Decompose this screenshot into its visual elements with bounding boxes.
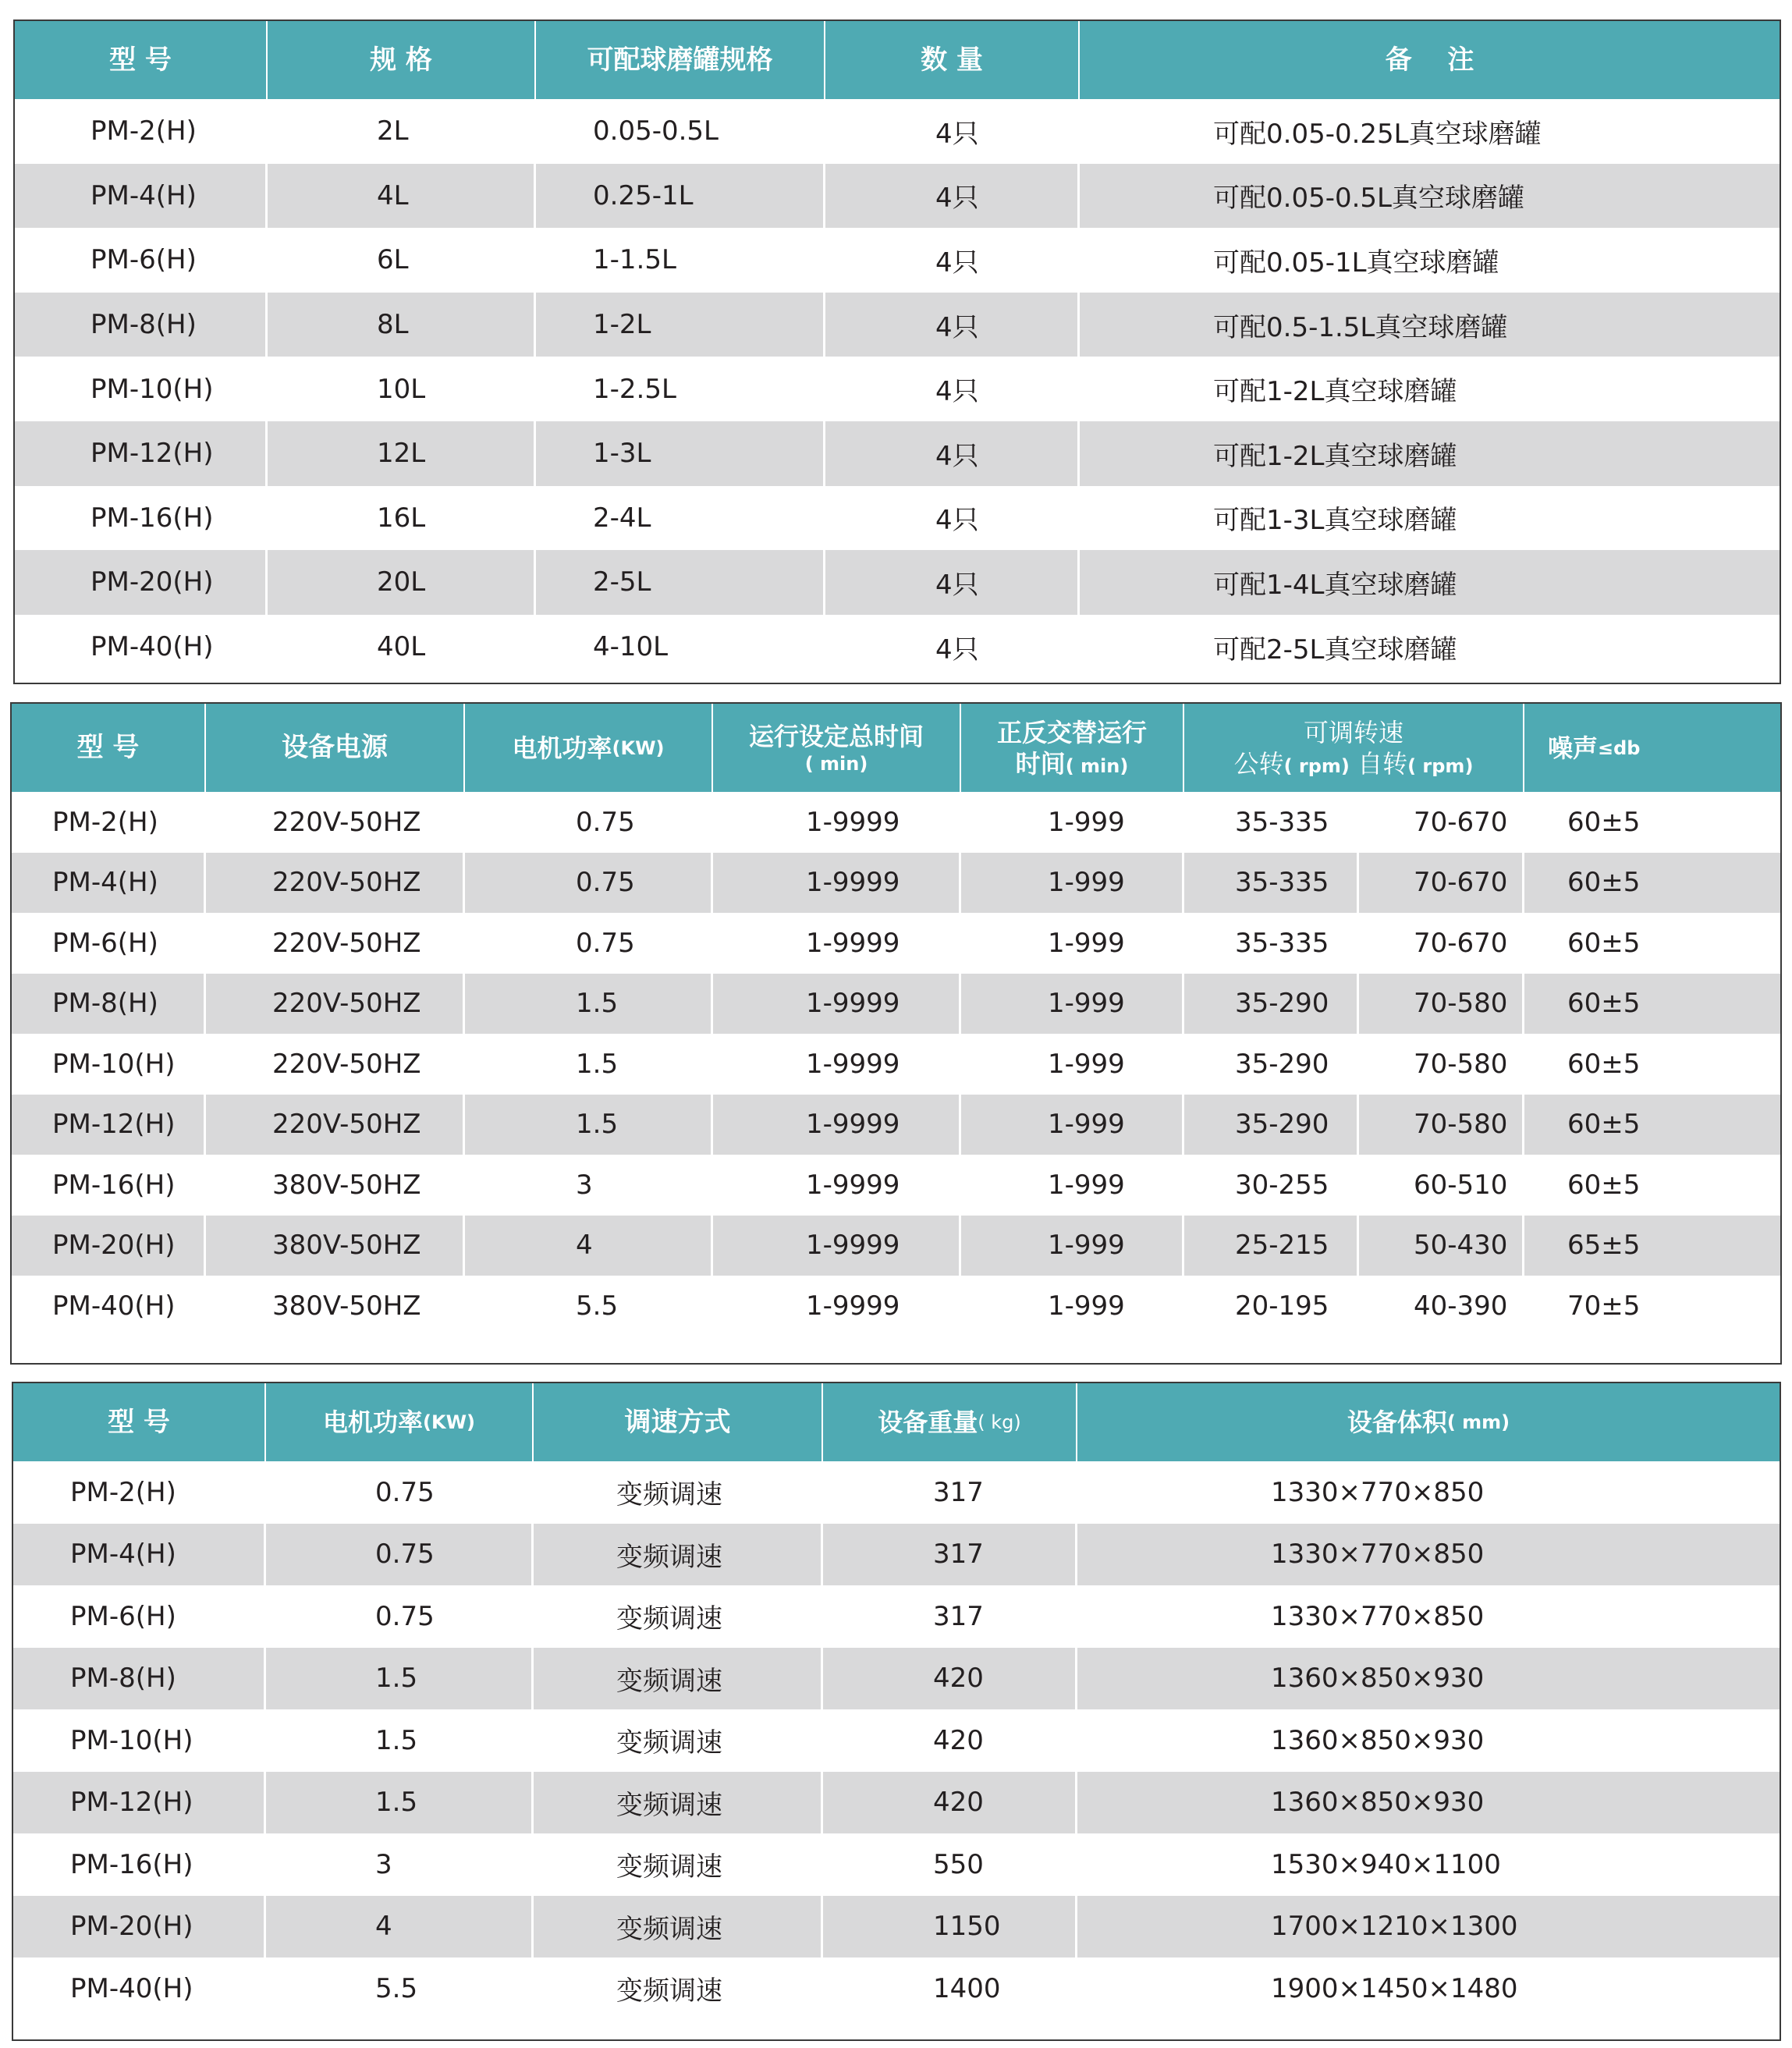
cell-volume: 1360×850×930 [1271, 1724, 1485, 1756]
cell-model: PM-6(H) [70, 1600, 176, 1632]
cell-motor-power: 1.5 [465, 1095, 713, 1155]
cell-rotation: 70-580 [1414, 1048, 1508, 1080]
table-header [12, 704, 1780, 792]
cell-noise: 60±5 [1567, 1048, 1641, 1080]
cell-speed-mode: 变频调速 [616, 1727, 722, 1759]
header-total-time: 运行设定总时间 ( min) [713, 704, 961, 792]
cell-alt-time: 1-999 [1048, 1290, 1125, 1322]
cell-quantity: 4只 [825, 550, 1080, 615]
cell-model: PM-12(H) [13, 1772, 266, 1834]
cell-model: PM-16(H) [52, 1169, 176, 1201]
header-volume: 设备体积 ( mm) [1347, 1407, 1510, 1437]
cell-volume: 1530×940×1100 [1271, 1848, 1501, 1880]
cell-jar-size: 2-4L [593, 502, 651, 534]
cell-speed-mode: 变频调速 [534, 1648, 823, 1710]
cell-size: 10L [377, 373, 426, 405]
cell-power-supply: 220V-50HZ [206, 1095, 465, 1155]
cell-rotation: 60-510 [1414, 1169, 1508, 1201]
cell-remarks: 可配2-5L真空球磨罐 [1213, 634, 1457, 666]
table-row [15, 357, 1780, 421]
cell-model: PM-8(H) [12, 974, 206, 1035]
table-row [12, 1276, 1780, 1336]
cell-alt-time: 1-999 [1048, 927, 1125, 959]
cell-quantity: 4只 [935, 634, 979, 666]
cell-speed-mode: 变频调速 [616, 1851, 722, 1883]
cell-remarks: 可配1-3L真空球磨罐 [1213, 505, 1457, 537]
table-header [15, 21, 1780, 99]
cell-motor-power: 1.5 [266, 1772, 534, 1834]
header-speed-mode: 调速方式 [534, 1383, 823, 1461]
cell-remarks: 可配0.05-0.25L真空球磨罐 [1213, 118, 1542, 150]
table-row [15, 228, 1780, 293]
cell-weight: 420 [933, 1724, 984, 1756]
table-row [13, 1772, 1780, 1834]
cell-speed-mode: 变频调速 [616, 1603, 722, 1635]
cell-jar-size: 1-2.5L [593, 373, 676, 405]
cell-remarks: 可配1-2L真空球磨罐 [1213, 440, 1457, 472]
table-row [13, 1524, 1780, 1586]
cell-model: PM-40(H) [90, 631, 214, 663]
cell-volume: 1360×850×930 [1271, 1663, 1485, 1695]
cell-rotation: 40-390 [1414, 1290, 1508, 1322]
table-row [13, 1461, 1780, 1524]
cell-volume: 1700×1210×1300 [1271, 1911, 1518, 1943]
header-model: 型 号 [13, 1383, 266, 1461]
cell-noise: 65±5 [1567, 1230, 1641, 1262]
cell-volume: 1330×770×850 [1271, 1600, 1485, 1632]
cell-speed-mode: 变频调速 [534, 1772, 823, 1834]
cell-weight: 420 [823, 1648, 1077, 1710]
cell-volume: 1330×770×850 [1271, 1476, 1485, 1508]
cell-model: PM-2(H) [52, 806, 158, 838]
cell-speed-mode: 变频调速 [534, 1524, 823, 1586]
cell-size: 16L [377, 502, 426, 534]
cell-remarks: 可配0.05-0.5L真空球磨罐 [1213, 183, 1524, 215]
cell-speed-mode: 变频调速 [616, 1975, 722, 2007]
cell-total-time: 1-9999 [806, 1048, 900, 1080]
cell-revolution: 35-290 [1235, 1048, 1329, 1080]
cell-total-time: 1-9999 [713, 1216, 961, 1276]
cell-rotation: 70-580 [1359, 974, 1524, 1035]
cell-volume: 1900×1450×1480 [1271, 1972, 1518, 2004]
cell-model: PM-6(H) [90, 244, 197, 276]
cell-model: PM-4(H) [15, 164, 268, 229]
header-size: 规 格 [268, 21, 536, 99]
table-row [12, 792, 1780, 853]
cell-remarks: 可配1-4L真空球磨罐 [1213, 569, 1457, 601]
cell-model: PM-12(H) [12, 1095, 206, 1155]
cell-motor-power: 0.75 [375, 1476, 435, 1508]
table-row [13, 1648, 1780, 1710]
cell-quantity: 4只 [825, 293, 1080, 357]
cell-quantity: 4只 [935, 247, 979, 279]
cell-alt-time: 1-999 [961, 853, 1184, 914]
cell-alt-time: 1-999 [961, 974, 1184, 1035]
cell-alt-time: 1-999 [1048, 1169, 1125, 1201]
cell-power-supply: 220V-50HZ [272, 1048, 421, 1080]
cell-weight: 420 [823, 1772, 1077, 1834]
cell-volume: 1330×770×850 [1271, 1539, 1485, 1571]
cell-revolution: 20-195 [1235, 1290, 1329, 1322]
cell-power-supply: 220V-50HZ [206, 853, 465, 914]
table-row [12, 1216, 1780, 1276]
cell-model: PM-6(H) [52, 927, 158, 959]
cell-size: 12L [268, 421, 536, 486]
cell-power-supply: 380V-50HZ [272, 1290, 421, 1322]
spec-table-operation [10, 702, 1782, 1365]
cell-size: 20L [268, 550, 536, 615]
cell-power-supply: 380V-50HZ [272, 1169, 421, 1201]
cell-motor-power: 1.5 [266, 1648, 534, 1710]
cell-revolution: 35-290 [1184, 1095, 1359, 1155]
cell-rotation: 70-670 [1359, 853, 1524, 914]
cell-model: PM-16(H) [70, 1848, 193, 1880]
cell-rotation: 70-580 [1359, 1095, 1524, 1155]
cell-power-supply: 220V-50HZ [272, 806, 421, 838]
cell-weight: 1400 [933, 1972, 1001, 2004]
header-motor-power: 电机功率 (KW) [465, 704, 713, 792]
cell-quantity: 4只 [935, 118, 979, 150]
cell-model: PM-40(H) [52, 1290, 176, 1322]
table-row [13, 1585, 1780, 1648]
header-jar-size: 可配球磨罐规格 [536, 21, 825, 99]
cell-total-time: 1-9999 [806, 806, 900, 838]
cell-motor-power: 0.75 [375, 1600, 435, 1632]
cell-model: PM-4(H) [13, 1524, 266, 1586]
cell-model: PM-2(H) [70, 1476, 176, 1508]
cell-motor-power: 0.75 [465, 853, 713, 914]
table-header [13, 1383, 1780, 1461]
table-row [12, 1034, 1780, 1095]
cell-motor-power: 3 [375, 1848, 392, 1880]
cell-revolution: 25-215 [1184, 1216, 1359, 1276]
cell-size: 2L [377, 115, 409, 147]
cell-revolution: 30-255 [1235, 1169, 1329, 1201]
cell-noise: 60±5 [1567, 988, 1641, 1020]
cell-alt-time: 1-999 [1048, 1048, 1125, 1080]
cell-motor-power: 0.75 [576, 806, 635, 838]
cell-total-time: 1-9999 [713, 1095, 961, 1155]
table-row [12, 1155, 1780, 1216]
cell-weight: 317 [933, 1600, 984, 1632]
table-row [13, 1957, 1780, 2020]
table-row [13, 1896, 1780, 1958]
header-motor-power: 电机功率 (KW) [266, 1383, 534, 1461]
cell-power-supply: 220V-50HZ [206, 974, 465, 1035]
cell-jar-size: 1-2L [536, 293, 825, 357]
cell-model: PM-40(H) [70, 1972, 193, 2004]
cell-rotation: 50-430 [1359, 1216, 1524, 1276]
cell-quantity: 4只 [935, 376, 979, 408]
cell-weight: 550 [933, 1848, 984, 1880]
table-row [15, 293, 1780, 357]
cell-speed-mode: 变频调速 [534, 1896, 823, 1958]
header-power-supply: 设备电源 [206, 704, 465, 792]
cell-alt-time: 1-999 [961, 1216, 1184, 1276]
cell-jar-size: 4-10L [593, 631, 669, 663]
table-row [15, 615, 1780, 680]
cell-quantity: 4只 [825, 164, 1080, 229]
cell-jar-size: 0.25-1L [536, 164, 825, 229]
header-model: 型 号 [12, 704, 206, 792]
cell-total-time: 1-9999 [806, 1290, 900, 1322]
cell-model: PM-12(H) [15, 421, 268, 486]
table-row [12, 974, 1780, 1035]
cell-jar-size: 0.05-0.5L [593, 115, 719, 147]
cell-alt-time: 1-999 [1048, 806, 1125, 838]
table-row [13, 1709, 1780, 1772]
spec-table-physical [12, 1382, 1781, 2041]
cell-noise: 70±5 [1567, 1290, 1641, 1322]
cell-volume: 1360×850×930 [1271, 1787, 1485, 1819]
cell-model: PM-16(H) [90, 502, 214, 534]
cell-motor-power: 5.5 [375, 1972, 418, 2004]
header-quantity: 数 量 [825, 21, 1080, 99]
cell-motor-power: 1.5 [576, 1048, 619, 1080]
table-row [12, 1095, 1780, 1155]
cell-noise: 60±5 [1567, 1169, 1641, 1201]
cell-revolution: 35-335 [1235, 806, 1329, 838]
table-row [15, 164, 1780, 229]
header-adjustable-speed: 可调转速 公转( rpm) 自转( rpm) [1184, 704, 1524, 792]
table-row [15, 550, 1780, 615]
cell-quantity: 4只 [825, 421, 1080, 486]
cell-noise: 60±5 [1567, 806, 1641, 838]
cell-motor-power: 1.5 [375, 1724, 418, 1756]
cell-total-time: 1-9999 [806, 927, 900, 959]
cell-revolution: 35-335 [1235, 927, 1329, 959]
cell-model: PM-8(H) [13, 1648, 266, 1710]
cell-model: PM-20(H) [12, 1216, 206, 1276]
cell-total-time: 1-9999 [806, 1169, 900, 1201]
table-row [15, 486, 1780, 551]
cell-motor-power: 4 [266, 1896, 534, 1958]
cell-jar-size: 2-5L [536, 550, 825, 615]
cell-noise: 60±5 [1567, 867, 1641, 899]
cell-jar-size: 1-1.5L [593, 244, 676, 276]
cell-power-supply: 380V-50HZ [206, 1216, 465, 1276]
cell-model: PM-10(H) [90, 373, 214, 405]
table-row [15, 99, 1780, 164]
cell-weight: 317 [823, 1524, 1077, 1586]
cell-revolution: 35-290 [1184, 974, 1359, 1035]
table-row [12, 913, 1780, 974]
cell-model: PM-20(H) [13, 1896, 266, 1958]
cell-noise: 60±5 [1567, 1109, 1641, 1141]
cell-remarks: 可配1-2L真空球磨罐 [1213, 376, 1457, 408]
cell-weight: 317 [933, 1476, 984, 1508]
header-alternating-time: 正反交替运行 时间( min) [961, 704, 1184, 792]
cell-model: PM-8(H) [15, 293, 268, 357]
cell-total-time: 1-9999 [713, 974, 961, 1035]
table-row [15, 421, 1780, 486]
cell-model: PM-4(H) [12, 853, 206, 914]
cell-noise: 60±5 [1567, 927, 1641, 959]
cell-motor-power: 4 [465, 1216, 713, 1276]
cell-rotation: 70-670 [1414, 927, 1508, 959]
cell-total-time: 1-9999 [713, 853, 961, 914]
cell-weight: 1150 [823, 1896, 1077, 1958]
header-model: 型 号 [15, 21, 268, 99]
cell-model: PM-10(H) [70, 1724, 193, 1756]
cell-jar-size: 1-3L [536, 421, 825, 486]
cell-size: 4L [268, 164, 536, 229]
table-row [12, 853, 1780, 914]
cell-quantity: 4只 [935, 505, 979, 537]
cell-size: 6L [377, 244, 409, 276]
cell-alt-time: 1-999 [961, 1095, 1184, 1155]
cell-power-supply: 220V-50HZ [272, 927, 421, 959]
header-noise: 噪声 ≤db [1548, 733, 1641, 763]
cell-model: PM-20(H) [15, 550, 268, 615]
cell-rotation: 70-670 [1414, 806, 1508, 838]
cell-size: 8L [268, 293, 536, 357]
cell-revolution: 35-335 [1184, 853, 1359, 914]
cell-model: PM-2(H) [90, 115, 197, 147]
cell-model: PM-10(H) [52, 1048, 176, 1080]
cell-motor-power: 0.75 [576, 927, 635, 959]
cell-motor-power: 3 [576, 1169, 593, 1201]
cell-speed-mode: 变频调速 [616, 1479, 722, 1511]
spec-table-jars [13, 20, 1781, 684]
cell-motor-power: 1.5 [465, 974, 713, 1035]
header-remarks: 备 注 [1385, 44, 1474, 76]
cell-motor-power: 0.75 [266, 1524, 534, 1586]
cell-size: 40L [377, 631, 426, 663]
cell-remarks: 可配0.5-1.5L真空球磨罐 [1213, 311, 1508, 343]
cell-remarks: 可配0.05-1L真空球磨罐 [1213, 247, 1499, 279]
header-weight: 设备重量 ( kg) [823, 1383, 1077, 1461]
cell-motor-power: 5.5 [576, 1290, 619, 1322]
table-row [13, 1833, 1780, 1896]
